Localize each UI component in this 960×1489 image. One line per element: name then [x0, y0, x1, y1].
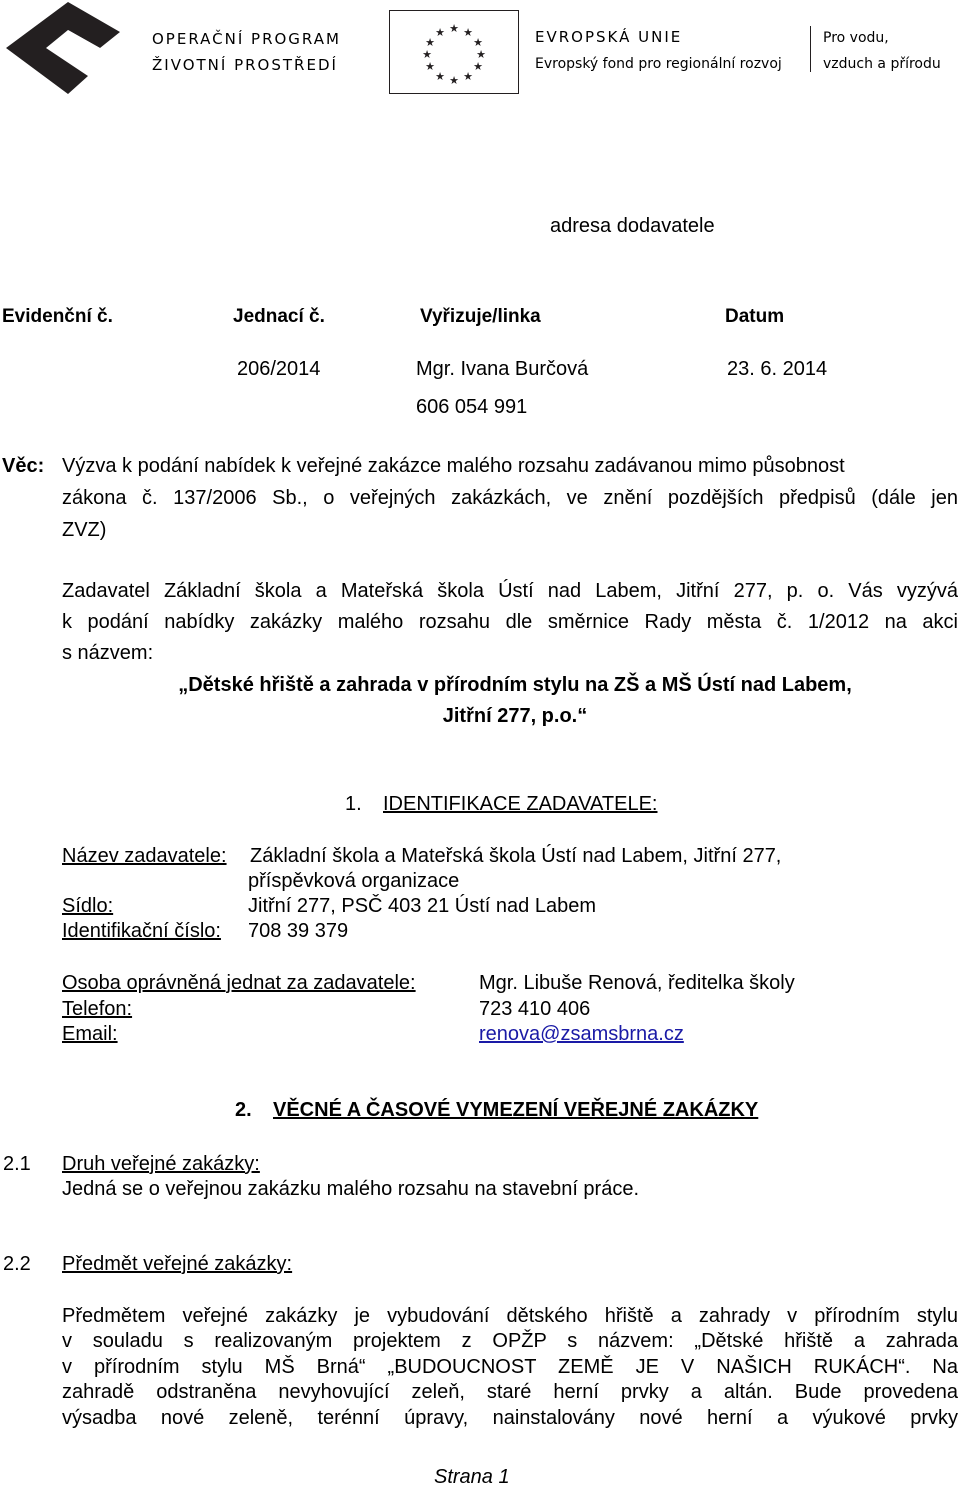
svg-text:★: ★ — [473, 60, 483, 73]
section1-number: 1. — [345, 793, 362, 815]
eu-flag — [389, 10, 519, 94]
datum-label: Datum — [725, 306, 785, 327]
phone-label: Telefon: — [62, 998, 133, 1020]
svg-text:★: ★ — [422, 48, 432, 61]
eu-fund: Evropský fond pro regionální rozvoj — [535, 56, 782, 72]
svg-text:★: ★ — [425, 36, 435, 49]
jednaci-label: Jednací č. — [233, 306, 325, 327]
svg-text:★: ★ — [476, 48, 486, 61]
person-label: Osoba oprávněná jednat za zadavatele: — [62, 972, 416, 994]
svg-text:★: ★ — [449, 22, 459, 35]
header-divider — [810, 26, 811, 72]
op-title-line1: OPERAČNÍ PROGRAM — [152, 30, 341, 48]
seat-value: Jitřní 277, PSČ 403 21 Ústí nad Labem — [248, 895, 596, 917]
name-value-line1: Základní škola a Mateřská škola Ústí nad Labem, Jitřní 277, — [250, 845, 782, 867]
s22-number: 2.2 — [3, 1253, 31, 1275]
svg-text:★: ★ — [425, 60, 435, 73]
s21-title: Druh veřejné zakázky: — [62, 1153, 260, 1175]
vyrizuje-value: Mgr. Ivana Burčová — [416, 358, 589, 380]
subject-label: Věc: — [2, 455, 45, 477]
page-number: Strana 1 — [434, 1466, 510, 1488]
jednaci-value: 206/2014 — [237, 358, 321, 380]
s22-line: v souladu s realizovaným projektem z OPŽP s názvem: „Dětské hřiště a zahrada — [62, 1330, 958, 1352]
email-label: Email: — [62, 1023, 118, 1045]
linka-value: 606 054 991 — [416, 396, 528, 418]
slogan-line1: Pro vodu, — [823, 30, 889, 46]
eu-stars-icon — [390, 11, 518, 93]
s21-number: 2.1 — [3, 1153, 31, 1175]
subject-line1: Výzva k podání nabídek k veřejné zakázce malého rozsahu zadávanou mimo působnost — [62, 455, 845, 477]
vyrizuje-label: Vyřizuje/linka — [420, 306, 541, 327]
svg-text:★: ★ — [435, 70, 445, 83]
project-title-line1: „Dětské hřiště a zahrada v přírodním stylu na ZŠ a MŠ Ústí nad Labem, — [178, 674, 852, 696]
svg-text:★: ★ — [463, 70, 473, 83]
svg-text:★: ★ — [435, 26, 445, 39]
email-link[interactable]: renova@zsamsbrna.cz — [479, 1023, 684, 1045]
s21-text: Jedná se o veřejnou zakázku malého rozsahu na stavební práce. — [62, 1178, 640, 1200]
ico-value: 708 39 379 — [248, 920, 349, 942]
svg-text:★: ★ — [463, 26, 473, 39]
supplier-address: adresa dodavatele — [550, 215, 715, 237]
section2-heading: VĚCNÉ A ČASOVÉ VYMEZENÍ VEŘEJNÉ ZAKÁZKY — [273, 1099, 759, 1121]
s22-line: Předmětem veřejné zakázky je vybudování dětského hřiště a zahrady v přírodním stylu — [62, 1305, 958, 1327]
project-title-line2: Jitřní 277, p.o.“ — [442, 705, 588, 727]
s22-line: zahradě odstraněna nevyhovující zeleň, staré herní prvky a altán. Bude provedena — [62, 1381, 958, 1403]
phone-value: 723 410 406 — [479, 998, 591, 1020]
intro-line2: k podání nabídky zakázky malého rozsahu dle směrnice Rady města č. 1/2012 na akci — [62, 611, 958, 633]
slogan-line2: vzduch a přírodu — [823, 56, 941, 72]
s22-line: v přírodním stylu MŠ Brná“ „BUDOUCNOST ZEMĚ JE V NAŠICH RUKÁCH“. Na — [62, 1356, 958, 1378]
intro-line1: Zadavatel Základní škola a Mateřská škola Ústí nad Labem, Jitřní 277, p. o. Vás vyzývá — [62, 580, 958, 602]
seat-label: Sídlo: — [62, 895, 114, 917]
section1-heading: IDENTIFIKACE ZADAVATELE: — [383, 793, 658, 815]
section2-number: 2. — [235, 1099, 252, 1121]
subject-line2: zákona č. 137/2006 Sb., o veřejných zakázkách, ve znění pozdějších předpisů (dále jen — [62, 487, 958, 509]
op-title-line2: ŽIVOTNÍ PROSTŘEDÍ — [152, 56, 338, 74]
evidencni-label: Evidenční č. — [2, 306, 113, 327]
intro-line3: s názvem: — [62, 642, 154, 664]
ico-label: Identifikační číslo: — [62, 920, 221, 942]
datum-value: 23. 6. 2014 — [727, 358, 828, 380]
eu-title: EVROPSKÁ UNIE — [535, 28, 683, 46]
opzp-logo-icon — [0, 0, 140, 96]
svg-text:★: ★ — [473, 36, 483, 49]
s22-line: výsadba nové zeleně, terénní úpravy, nainstalovány nové herní a výukové prvky — [62, 1407, 958, 1429]
name-label: Název zadavatele: — [62, 845, 227, 867]
subject-line3: ZVZ) — [62, 519, 107, 541]
name-value-line2: příspěvková organizace — [248, 870, 460, 892]
person-value: Mgr. Libuše Renová, ředitelka školy — [479, 972, 795, 994]
svg-text:★: ★ — [449, 74, 459, 87]
s22-title: Předmět veřejné zakázky: — [62, 1253, 293, 1275]
